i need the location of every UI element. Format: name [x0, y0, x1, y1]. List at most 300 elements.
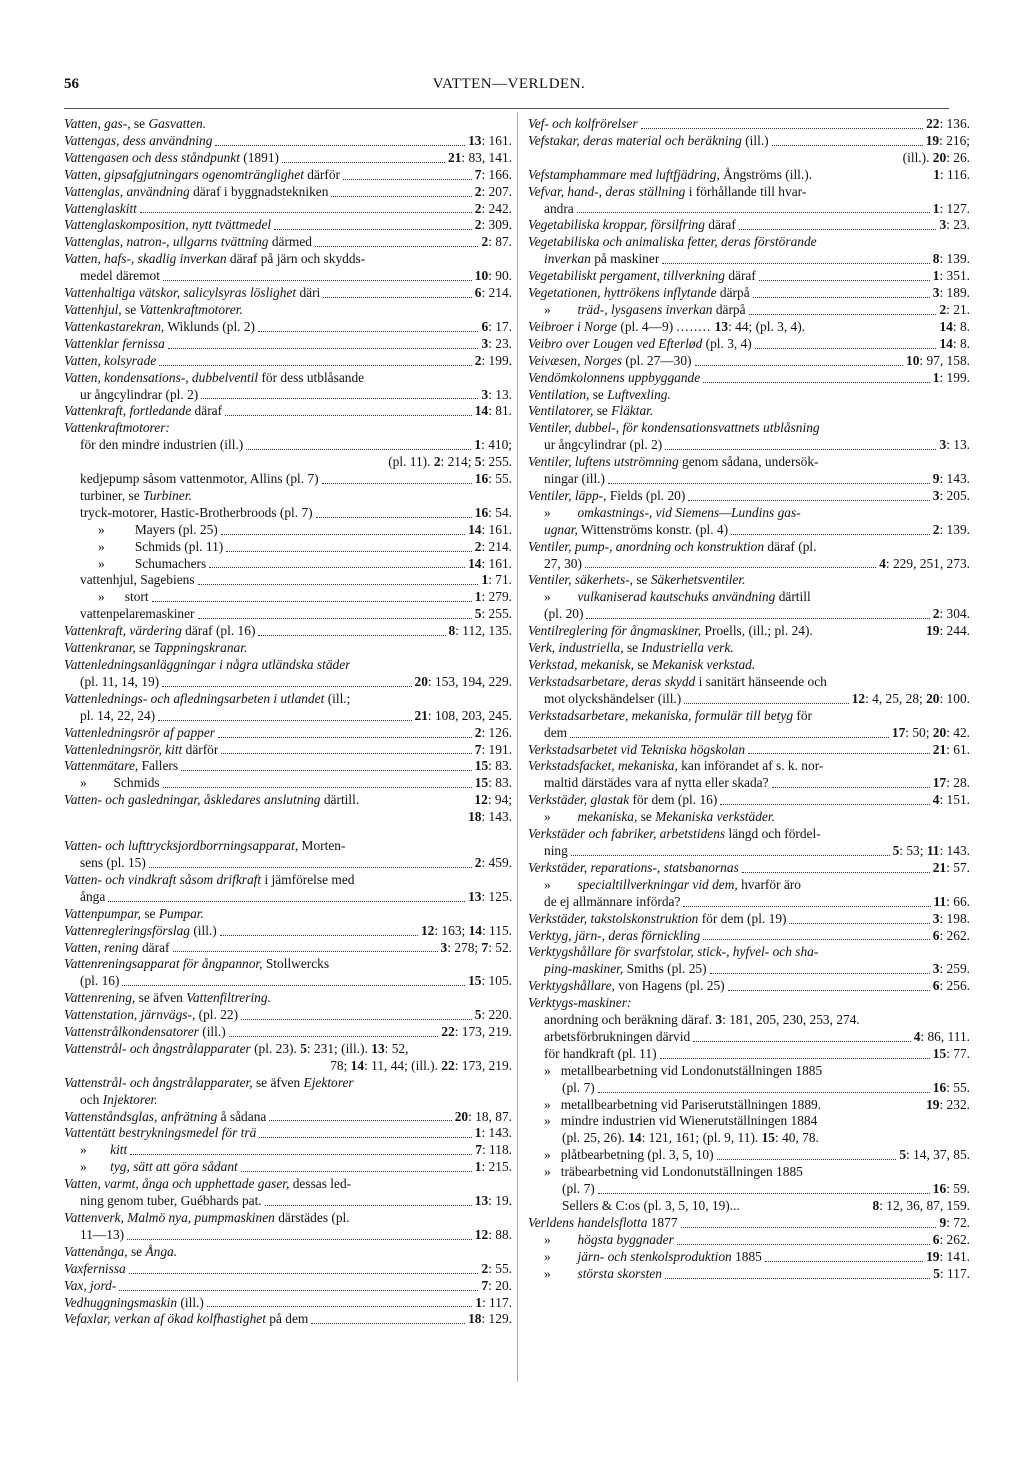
- entry-text: Vax, jord-: [64, 1277, 117, 1293]
- volume-page-reference: 1: 199.: [932, 369, 970, 385]
- entry-text: Vattenledningsrör, kitt därför: [64, 741, 219, 757]
- dot-leader: [755, 336, 937, 349]
- page-number: 56: [64, 76, 79, 92]
- index-line: [528, 1046, 970, 1063]
- index-entry: [64, 792, 512, 826]
- dot-leader: [149, 855, 472, 868]
- index-line: [64, 742, 512, 759]
- volume-page-reference: 20: 18, 87.: [454, 1108, 512, 1124]
- dot-leader: [130, 1142, 472, 1155]
- index-line: [528, 302, 970, 319]
- index-line: [64, 1109, 512, 1126]
- entry-text: Vattenhjul, se Vattenkraftmotorer.: [64, 301, 243, 317]
- volume-page-reference: 3: 23.: [939, 217, 970, 233]
- entry-text: 18: 143.: [468, 809, 512, 825]
- index-line: [528, 1113, 970, 1130]
- index-entry: [528, 116, 970, 133]
- index-entry: [528, 302, 970, 319]
- entry-text: » Schmids (pl. 11): [98, 538, 224, 554]
- volume-page-reference: 5: 220.: [474, 1007, 512, 1023]
- dot-leader: [274, 217, 472, 230]
- volume-page-reference: 20: 153, 194, 229.: [414, 673, 512, 689]
- index-line: [64, 505, 512, 522]
- volume-page-reference: 2: 87.: [481, 234, 512, 250]
- entry-text: » vulkaniserad kautschuks användning därtill: [544, 589, 811, 605]
- index-entry: [528, 420, 970, 454]
- index-line: [528, 640, 970, 657]
- volume-page-reference: 12: 94;: [474, 792, 512, 808]
- index-entry: [528, 792, 970, 809]
- index-line: [64, 923, 512, 940]
- index-line: [528, 116, 970, 133]
- volume-page-reference: 15: 77.: [932, 1045, 970, 1061]
- entry-text: ugnar, Wittenströms konstr. (pl. 4): [544, 521, 729, 537]
- index-line: [528, 911, 970, 928]
- entry-text: Veibro over Lougen ved Efterlød (pl. 3, 4): [528, 335, 752, 351]
- index-entry: [64, 1142, 512, 1159]
- index-line: [528, 877, 970, 894]
- volume-page-reference: 1: 116.: [933, 166, 970, 182]
- dot-leader: [311, 1311, 465, 1324]
- volume-page-reference: 3: 205.: [932, 487, 970, 503]
- entry-text: turbiner, se Turbiner.: [80, 487, 192, 503]
- volume-page-reference: 4: 86, 111.: [913, 1028, 970, 1044]
- entry-text: Vattenmätare, Fallers: [64, 758, 179, 774]
- index-line: [64, 1142, 512, 1159]
- volume-page-reference: 7: 191.: [474, 741, 512, 757]
- entry-text: Vatten- och gasledningar, åskledares anslutning därtill.: [64, 792, 360, 808]
- entry-text: Ventiler, säkerhets-, se Säkerhetsventiler.: [528, 572, 746, 588]
- volume-page-reference: 21: 61.: [932, 741, 970, 757]
- index-line: [64, 1227, 512, 1244]
- index-line: [528, 505, 970, 522]
- entry-text: Vattenlednings- och afledningsarbeten i utlandet (ill.;: [64, 690, 351, 706]
- index-line: [528, 1029, 970, 1046]
- entry-text: Vatten- och lufttrycksjordborrningsapparat, Morten-: [64, 838, 346, 854]
- index-entry: [64, 1278, 512, 1295]
- index-line: [64, 1092, 512, 1109]
- index-entry: [64, 1295, 512, 1312]
- entry-text: Verktygs-maskiner:: [528, 995, 632, 1011]
- volume-page-reference: 1: 117.: [475, 1294, 512, 1310]
- index-entry: [528, 1046, 970, 1063]
- index-entry: [64, 657, 512, 691]
- index-entry: [64, 1024, 512, 1041]
- index-entry: [64, 150, 512, 167]
- index-entry: [64, 589, 512, 606]
- index-entry: [64, 872, 512, 906]
- entry-text: Verk, industriella, se Industriella verk.: [528, 640, 734, 656]
- entry-text: Vaxfernissa: [64, 1260, 126, 1276]
- volume-page-reference: 6: 262.: [932, 1231, 970, 1247]
- volume-page-reference: 9: 143.: [932, 471, 970, 487]
- entry-text: Vattenstrålkondensatorer (ill.): [64, 1024, 226, 1040]
- dot-leader: [586, 606, 929, 619]
- index-entry: [64, 133, 512, 150]
- index-entry: [64, 522, 512, 539]
- index-entry: [528, 860, 970, 877]
- volume-page-reference: 1: 143.: [474, 1125, 512, 1141]
- entry-text: » metallbearbetning vid Pariserutställningen 1889.: [544, 1096, 822, 1112]
- entry-text: ur ångcylindrar (pl. 2): [544, 437, 663, 453]
- index-entry: [64, 336, 512, 353]
- dot-leader: [201, 387, 478, 400]
- entry-text: » mindre industrien vid Wienerutställningen 1884: [544, 1113, 818, 1129]
- index-line: [64, 1058, 512, 1075]
- dot-leader: [163, 268, 472, 281]
- entry-text: Ventilreglering för ångmaskiner, Proells, (ill.; pl. 24).: [528, 623, 813, 639]
- dot-leader: [748, 742, 930, 755]
- entry-text: Sellers & C:os (pl. 3, 5, 10, 19)...: [562, 1198, 740, 1213]
- entry-text: » kitt: [80, 1142, 128, 1158]
- entry-text: Vefvar, hand-, deras ställning i förhållande till hvar-: [528, 183, 807, 199]
- volume-page-reference: 19: 216;: [925, 132, 970, 148]
- dot-leader: [221, 522, 465, 535]
- entry-text: » järn- och stenkolsproduktion 1885: [544, 1248, 762, 1264]
- index-line: [528, 792, 970, 809]
- entry-text: Vef- och kolfrörelser: [528, 116, 638, 131]
- index-line: [64, 572, 512, 589]
- dot-leader: [720, 792, 929, 805]
- index-entry: [64, 471, 512, 488]
- dot-leader: [209, 556, 465, 569]
- volume-page-reference: 8: 139.: [932, 251, 970, 267]
- volume-page-reference: 7: 166.: [474, 166, 512, 182]
- volume-page-reference: 2: 214.: [474, 538, 512, 554]
- index-line: [64, 1024, 512, 1041]
- index-line: [64, 855, 512, 872]
- volume-page-reference: 16: 54.: [474, 504, 512, 520]
- entry-text: Vattenledningsrör af papper: [64, 724, 216, 740]
- index-line: [64, 792, 512, 809]
- index-entry: [64, 285, 512, 302]
- index-entry: [528, 944, 970, 978]
- index-line: [64, 1159, 512, 1176]
- entry-text: ningar (ill.): [544, 471, 605, 487]
- running-head: VATTEN—VERLDEN.: [432, 76, 586, 92]
- volume-page-reference: 4: 229, 251, 273.: [879, 555, 970, 571]
- index-entry: [528, 1113, 970, 1147]
- entry-text: Verkstad, mekanisk, se Mekanisk verkstad.: [528, 657, 756, 672]
- volume-page-reference: 3: 13.: [481, 386, 512, 402]
- index-line: [64, 268, 512, 285]
- index-entry: [64, 775, 512, 792]
- volume-page-reference: 9: 72.: [939, 1214, 970, 1230]
- volume-page-reference: 7: 20.: [481, 1277, 512, 1293]
- dot-leader: [577, 201, 930, 214]
- volume-page-reference: 11: 66.: [933, 893, 970, 909]
- index-line: [64, 184, 512, 201]
- dot-leader: [269, 1109, 451, 1122]
- volume-page-reference: 5: 14, 37, 85.: [899, 1147, 970, 1163]
- index-line: [528, 1080, 970, 1097]
- dot-leader: [218, 725, 472, 738]
- volume-page-reference: 3: 23.: [481, 335, 512, 351]
- index-line: [528, 674, 970, 691]
- index-entry: [528, 353, 970, 370]
- index-entry: [528, 539, 970, 573]
- entry-text: sens (pl. 15): [80, 854, 146, 870]
- index-line: [64, 606, 512, 623]
- entry-text: » specialtillverkningar vid dem, hvarför äro: [544, 876, 801, 892]
- entry-text: Vatten- och vindkraft såsom drifkraft i jämförelse med: [64, 871, 355, 887]
- dot-leader: [241, 1159, 472, 1172]
- index-line: [64, 1193, 512, 1210]
- entry-text: Verkstadsarbetet vid Tekniska högskolan: [528, 741, 746, 757]
- index-line: [64, 990, 512, 1007]
- volume-page-reference: 1: 71.: [481, 572, 512, 588]
- index-line: [64, 488, 512, 505]
- entry-text: (pl. 16): [80, 973, 120, 989]
- index-entry: [64, 838, 512, 872]
- index-line: [528, 894, 970, 911]
- index-line: [64, 116, 512, 133]
- index-line: [528, 1097, 970, 1114]
- index-line: [528, 1181, 970, 1198]
- entry-text: Vattenstation, järnvägs-, (pl. 22): [64, 1007, 239, 1023]
- index-entry: [64, 1109, 512, 1126]
- index-entry: [64, 1007, 512, 1024]
- volume-page-reference: 8: 112, 135.: [448, 623, 512, 639]
- index-line: [528, 285, 970, 302]
- entry-text: (pl. 11). 2: 214; 5: 255.: [388, 454, 512, 470]
- left-column: [64, 116, 512, 1328]
- index-entry: [528, 1232, 970, 1249]
- index-line: [64, 1210, 512, 1227]
- index-entry: [528, 1147, 970, 1164]
- index-line: [64, 956, 512, 973]
- index-entry: [64, 691, 512, 725]
- volume-page-reference: 5: 117.: [933, 1265, 970, 1281]
- entry-text: Vattengas, dess användning: [64, 132, 213, 148]
- index-entry: [528, 1215, 970, 1232]
- entry-text: » plåtbearbetning (pl. 3, 5, 10): [544, 1147, 714, 1163]
- index-line: [64, 589, 512, 606]
- index-entry: [64, 302, 512, 319]
- dot-leader: [258, 319, 478, 332]
- index-entry: [528, 217, 970, 234]
- entry-text: Vefstamphammare med luftfjädring, Ångströms (ill.).: [528, 166, 813, 182]
- entry-text: 11—13): [80, 1226, 125, 1242]
- entry-text: för handkraft (pl. 11): [544, 1045, 657, 1061]
- entry-text: Vattenrening, se äfven Vattenfiltrering.: [64, 990, 271, 1006]
- dot-leader: [122, 973, 465, 986]
- index-line: [528, 268, 970, 285]
- entry-text: inverkan på maskiner: [544, 251, 660, 267]
- volume-page-reference: 18: 129.: [468, 1311, 512, 1327]
- index-line: [528, 1164, 970, 1181]
- entry-text: Verkstadsarbetare, deras skydd i sanitärt hänseende och: [528, 673, 827, 689]
- dot-leader: [808, 319, 936, 332]
- index-line: [64, 1278, 512, 1295]
- index-entry: [528, 978, 970, 995]
- index-line: [528, 944, 970, 961]
- index-entry: [64, 201, 512, 218]
- index-entry: [64, 1176, 512, 1210]
- index-line: [528, 995, 970, 1012]
- index-line: [528, 1249, 970, 1266]
- dot-leader: [343, 167, 472, 180]
- index-entry: [528, 167, 970, 184]
- dot-leader: [173, 940, 438, 953]
- dot-leader: [168, 336, 479, 349]
- volume-page-reference: 2: 459.: [474, 854, 512, 870]
- index-line: [528, 1063, 970, 1080]
- volume-page-reference: 14: 8.: [939, 318, 970, 334]
- index-line: [528, 454, 970, 471]
- index-line: [64, 1041, 512, 1058]
- entry-text: Vattenkraft, värdering däraf (pl. 16): [64, 623, 256, 639]
- index-line: [528, 1266, 970, 1283]
- index-entry: [64, 370, 512, 404]
- index-line: [64, 420, 512, 437]
- index-entry: [528, 184, 970, 218]
- index-entry: [64, 251, 512, 285]
- volume-page-reference: 21: 57.: [932, 859, 970, 875]
- index-entry: [64, 234, 512, 251]
- volume-page-reference: 16: 59.: [932, 1181, 970, 1197]
- index-line: [64, 285, 512, 302]
- index-line: [528, 1198, 970, 1215]
- index-line: [64, 234, 512, 251]
- index-entry: [64, 319, 512, 336]
- volume-page-reference: 13: 19.: [474, 1193, 512, 1209]
- index-line: [528, 572, 970, 589]
- index-line: [64, 150, 512, 167]
- index-line: [64, 201, 512, 218]
- index-entry: [64, 1159, 512, 1176]
- entry-text: Ventilatorer, se Fläktar.: [528, 403, 654, 419]
- entry-text: ur ångcylindrar (pl. 2): [80, 386, 199, 402]
- entry-text: tryck-motorer, Hastic-Brotherbroods (pl. 7): [80, 504, 313, 520]
- index-line: [64, 471, 512, 488]
- index-line: [64, 437, 512, 454]
- dot-leader: [815, 167, 930, 180]
- index-line: [528, 657, 970, 674]
- entry-text: Verktyg, järn-, deras förnickling: [528, 927, 701, 943]
- index-line: [64, 691, 512, 708]
- entry-text: Vattenkastarekran, Wiklunds (pl. 2): [64, 318, 256, 334]
- entry-text: Vattenglas, användning däraf i byggnadstekniken: [64, 183, 329, 199]
- index-line: [528, 860, 970, 877]
- entry-text: Vattenklar fernissa: [64, 335, 165, 351]
- right-column: [528, 116, 970, 1283]
- index-entry: [528, 488, 970, 505]
- dot-leader: [688, 488, 929, 501]
- index-line: [64, 708, 512, 725]
- index-line: [64, 353, 512, 370]
- index-line: [528, 961, 970, 978]
- volume-page-reference: 4: 151.: [932, 792, 970, 808]
- index-entry: [528, 454, 970, 488]
- dot-leader: [158, 708, 411, 721]
- dot-leader: [824, 1097, 923, 1110]
- entry-text: » metallbearbetning vid Londonutställningen 1885: [544, 1062, 823, 1078]
- entry-text: pl. 14, 22, 24): [80, 707, 156, 723]
- dot-leader: [127, 1227, 472, 1240]
- index-entry: [64, 217, 512, 234]
- entry-text: Vegetabiliska kroppar, försilfring däraf: [528, 217, 736, 233]
- entry-text: Ventiler, luftens utströmning genom sådana, undersök-: [528, 454, 819, 470]
- volume-page-reference: 13: 125.: [468, 888, 512, 904]
- entry-text: Verkstäder, reparations-, statsbanornas: [528, 859, 739, 875]
- index-line: [64, 556, 512, 573]
- entry-text: » Schmids: [80, 775, 160, 791]
- index-entry: [528, 674, 970, 708]
- volume-page-reference: 1: 215.: [474, 1159, 512, 1175]
- volume-page-reference: 2: 21.: [939, 301, 970, 317]
- dot-leader: [772, 133, 923, 146]
- entry-text: och Injektorer.: [80, 1091, 158, 1107]
- dot-leader: [152, 589, 472, 602]
- dot-leader: [816, 623, 923, 636]
- volume-page-reference: 16: 55.: [474, 471, 512, 487]
- volume-page-reference: 21: 83, 141.: [448, 149, 512, 165]
- index-line: [64, 973, 512, 990]
- index-entry: [528, 708, 970, 742]
- entry-text: Vattenglaskitt: [64, 200, 137, 216]
- entry-text: » träbearbetning vid Londonutställningen 1885: [544, 1164, 803, 1180]
- volume-page-reference: 16: 55.: [932, 1079, 970, 1095]
- index-line: [528, 1215, 970, 1232]
- entry-text: Vattenstrål- och ångstrålapparater (pl. 23). 5: 231; (ill.). 13: 52,: [64, 1040, 409, 1056]
- entry-text: ning: [544, 842, 568, 858]
- index-line: [528, 184, 970, 201]
- entry-text: (pl. 11, 14, 19): [80, 673, 160, 689]
- index-line: [528, 691, 970, 708]
- dot-leader: [221, 742, 471, 755]
- index-line: [528, 1147, 970, 1164]
- index-entry: [528, 319, 970, 336]
- index-entry: [64, 116, 512, 133]
- entry-text: (pl. 7): [562, 1181, 595, 1197]
- index-entry: [64, 539, 512, 556]
- dot-leader: [765, 1249, 923, 1262]
- index-entry: [64, 1261, 512, 1278]
- index-line: [528, 623, 970, 640]
- entry-text: Vattenkranar, se Tappningskranar.: [64, 640, 248, 656]
- entry-text: » största skorsten: [544, 1265, 662, 1281]
- entry-text: Vattenkraftmotorer:: [64, 420, 170, 436]
- index-entry: [528, 370, 970, 387]
- dot-leader: [229, 1024, 439, 1037]
- index-line: [528, 167, 970, 184]
- index-entry: [528, 911, 970, 928]
- entry-text: kedjepump såsom vattenmotor, Allins (pl. 7): [80, 471, 319, 487]
- index-line: [528, 758, 970, 775]
- index-entry: [528, 742, 970, 759]
- volume-page-reference: 2: 242.: [474, 200, 512, 216]
- volume-page-reference: 14: 8.: [939, 335, 970, 351]
- dot-leader: [316, 505, 472, 518]
- dot-leader: [660, 1046, 930, 1059]
- index-line: [528, 133, 970, 150]
- index-line: [528, 217, 970, 234]
- entry-text: Veivæsen, Norges (pl. 27—30): [528, 352, 692, 368]
- index-line: [528, 606, 970, 623]
- index-entry: [64, 742, 512, 759]
- index-line: [64, 403, 512, 420]
- volume-page-reference: 15: 105.: [468, 973, 512, 989]
- dot-leader: [140, 201, 472, 214]
- dot-leader: [259, 1125, 472, 1138]
- index-entry: [528, 1198, 970, 1215]
- entry-text: Vegetabiliska och animaliska fetter, deras förstörande: [528, 234, 817, 250]
- index-entry: [528, 572, 970, 589]
- index-entry: [64, 956, 512, 990]
- entry-text: Vattenreningsapparat för ångpannor, Stollwercks: [64, 956, 330, 972]
- entry-text: andra: [544, 200, 574, 216]
